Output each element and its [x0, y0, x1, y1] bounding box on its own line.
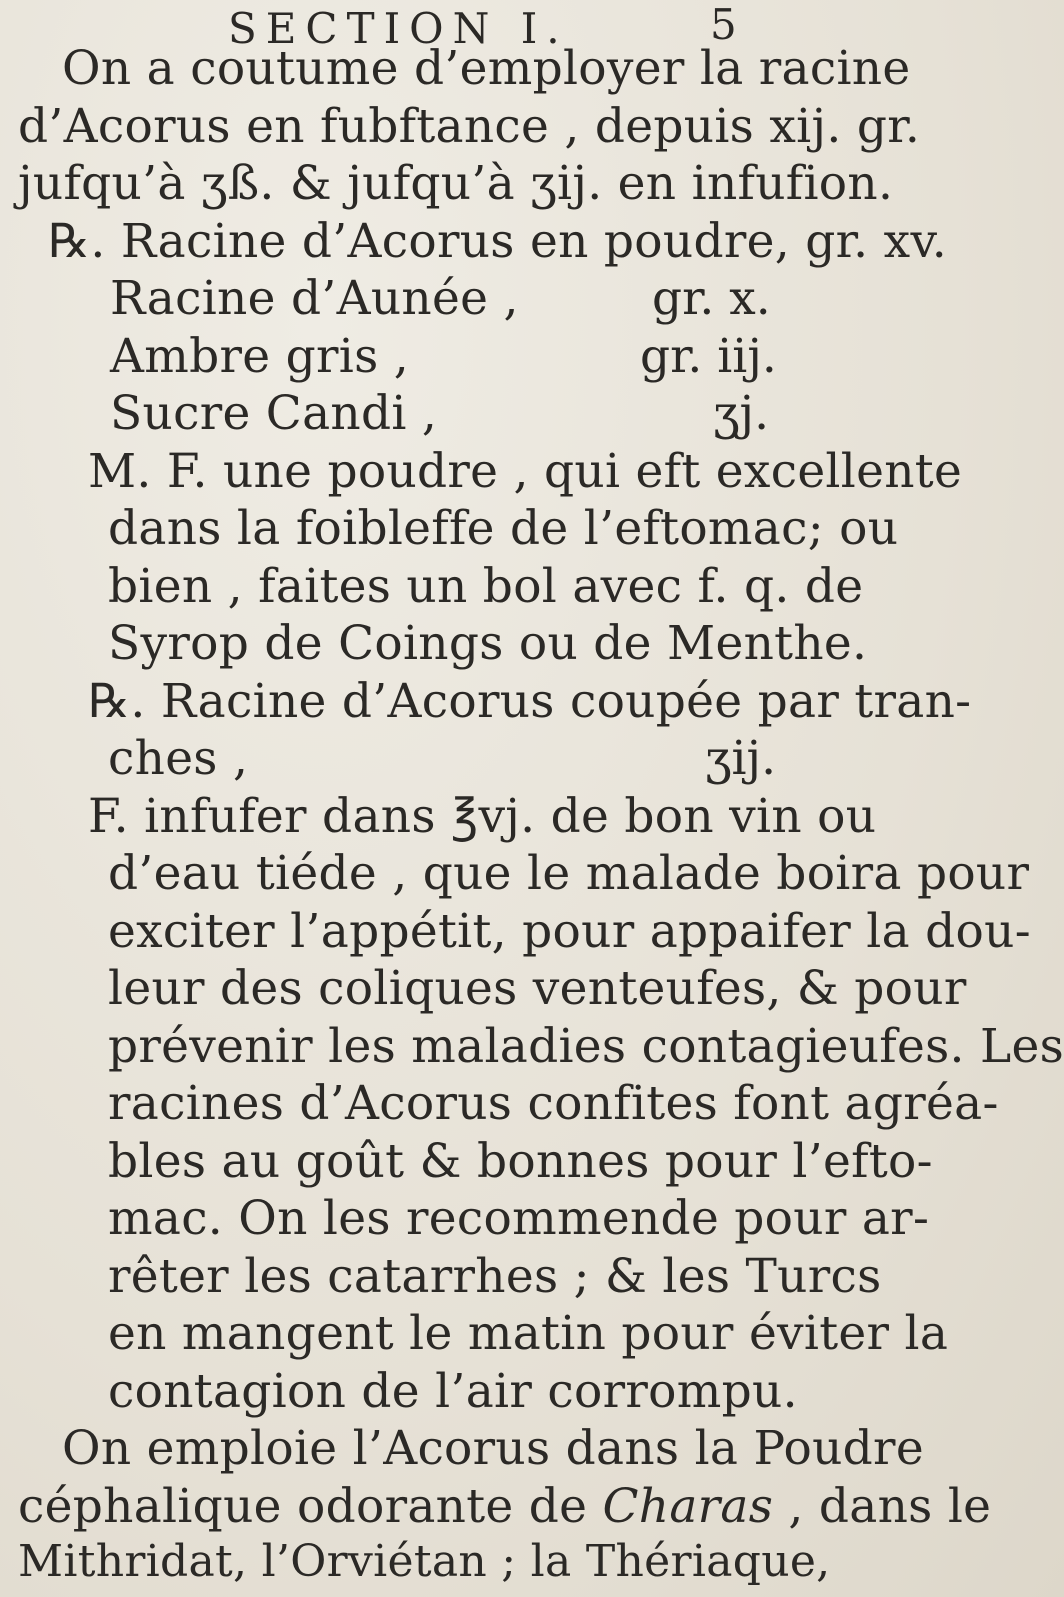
- text-line: bles au goût & bonnes pour l’efto-: [108, 1134, 933, 1189]
- text-line: leur des coliques venteufes, & pour: [108, 961, 967, 1016]
- text-line: d’eau tiéde , que le malade boira pour: [108, 846, 1030, 901]
- dose: gr. x.: [652, 271, 771, 326]
- text-line: racines d’Acorus confites font agréa-: [108, 1076, 999, 1131]
- text-line: ℞. Racine d’Acorus en poudre, gr. xv.: [48, 214, 947, 269]
- text-line: Syrop de Coings ou de Menthe.: [108, 616, 868, 671]
- dose: ʒij.: [705, 731, 777, 786]
- text-line: rêter les catarrhes ; & les Turcs: [108, 1249, 882, 1304]
- text-line: en mangent le matin pour éviter la: [108, 1306, 949, 1361]
- text-line: exciter l’appétit, pour appaifer la dou-: [108, 904, 1031, 959]
- page-number: 5: [710, 0, 737, 49]
- text-line: Sucre Candi ,: [110, 386, 438, 441]
- text-line: M. F. une poudre , qui eft excellente: [88, 444, 963, 499]
- text-line: On emploie l’Acorus dans la Poudre: [62, 1421, 924, 1476]
- dose: ʒj.: [713, 386, 770, 441]
- text-line: d’Acorus en fubftance , depuis xij. gr.: [18, 99, 921, 154]
- dose: gr. iij.: [640, 329, 777, 384]
- text-line: F. infufer dans ℥vj. de bon vin ou: [88, 789, 877, 844]
- text-line: Ambre gris ,: [110, 329, 410, 384]
- text-line: ches ,: [108, 731, 249, 786]
- running-header: SECTION I.: [228, 4, 569, 53]
- text-line: Racine d’Aunée ,: [110, 271, 519, 326]
- text-line: prévenir les maladies contagieufes. Les: [108, 1019, 1064, 1074]
- text-line: Mithridat, l’Orviétan ; la Thériaque,: [18, 1536, 831, 1587]
- text-line: bien , faites un bol avec f. q. de: [108, 559, 864, 614]
- text-line: céphalique odorante de Charas , dans le: [18, 1479, 992, 1534]
- text-line: ℞. Racine d’Acorus coupée par tran-: [88, 674, 972, 729]
- text-line: On a coutume d’employer la racine: [62, 41, 911, 96]
- text-line: jufqu’à ʒß. & jufqu’à ʒij. en infufion.: [18, 156, 894, 211]
- text-line: contagion de l’air corrompu.: [108, 1364, 798, 1419]
- text-line: dans la foibleffe de l’eftomac; ou: [108, 501, 899, 556]
- text-line: mac. On les recommende pour ar-: [108, 1191, 930, 1246]
